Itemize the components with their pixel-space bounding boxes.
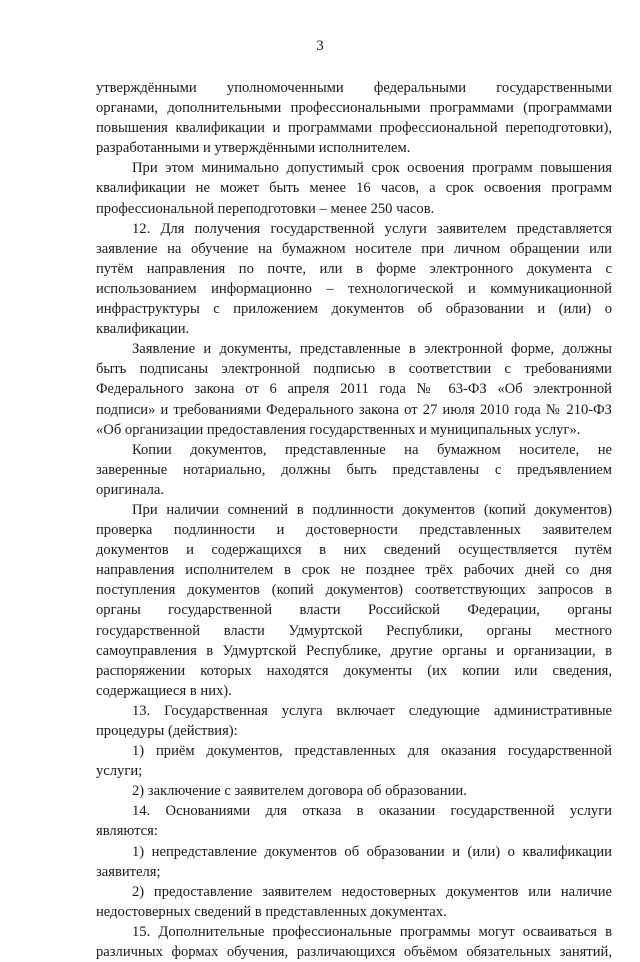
- text-line: самоуправления в Удмуртской Республике, другие органы и организации, в: [96, 642, 612, 659]
- text-line: распоряжении которых находятся документы (их копии или сведения,: [96, 662, 612, 679]
- text-line: оригинала.: [96, 481, 165, 498]
- text-line: документов и содержащихся в них сведений осуществляется путём: [96, 542, 612, 559]
- text-line: Федерального закона от 6 апреля 2011 года № 63-ФЗ «Об электронной: [96, 381, 612, 398]
- text-line: направления исполнителем в срок не позднее трёх рабочих дней со дня: [96, 562, 612, 579]
- text-line: 14. Основаниями для отказа в оказании государственной услуги: [132, 803, 612, 820]
- text-line: 1) непредставление документов об образовании и (или) о квалификации: [132, 843, 612, 860]
- text-line: органами, дополнительными профессиональными программами (программами: [96, 100, 612, 117]
- text-line: инфраструктуры с приложением документов об образовании и (или) о: [96, 301, 612, 318]
- text-line: квалификации.: [96, 321, 190, 338]
- text-line: недостоверных сведений в представленных документах.: [96, 903, 447, 920]
- text-line: При этом минимально допустимый срок освоения программ повышения: [132, 160, 612, 177]
- text-line: 12. Для получения государственной услуги заявителем представляется: [132, 220, 612, 237]
- text-line: заверенные нотариально, должны быть представлены с предъявлением: [96, 461, 612, 478]
- text-line: различных формах обучения, различающихся объёмом обязательных занятий,: [96, 944, 612, 961]
- text-line: процедуры (действия):: [96, 723, 238, 739]
- text-line: При наличии сомнений в подлинности документов (копий документов): [132, 501, 612, 518]
- text-line: проверка подлинности и достоверности представленных заявителем: [96, 522, 612, 539]
- text-line: 2) предоставление заявителем недостоверных документов или наличие: [132, 883, 612, 900]
- text-line: быть подписаны электронной подписью в соответствии с требованиями: [96, 361, 612, 378]
- text-line: являются:: [96, 823, 158, 840]
- text-line: 1) приём документов, представленных для оказания государственной: [132, 743, 612, 760]
- text-line: государственной власти Удмуртской Республики, органы местного: [96, 622, 612, 639]
- text-line: квалификации не может быть менее 16 часов, а срок освоения программ: [96, 180, 612, 197]
- text-line: услуги;: [96, 763, 143, 780]
- text-line: «Об организации предоставления государственных и муниципальных услуг».: [96, 421, 581, 438]
- text-line: 15. Дополнительные профессиональные программы могут осваиваться в: [132, 923, 612, 940]
- text-line: поступления документов (копий документов) соответствующих запросов в: [96, 582, 612, 599]
- text-line: содержащиеся в них).: [96, 682, 232, 699]
- document-body: [96, 78, 612, 962]
- text-line: повышения квалификации и программами профессиональной переподготовки),: [96, 120, 612, 137]
- text-line: органы государственной власти Российской Федерации, органы: [96, 602, 612, 619]
- text-line: 13. Государственная услуга включает следующие административные: [132, 702, 612, 719]
- text-line: заявление на обучение на бумажном носителе при личном обращении или: [96, 240, 612, 257]
- text-line: подписи» и требованиями Федерального закона от 27 июля 2010 года № 210-ФЗ: [96, 401, 612, 418]
- text-line: разработанными и утверждёнными исполнителем.: [96, 140, 411, 157]
- text-line: утверждёнными уполномоченными федеральными государственными: [96, 80, 612, 96]
- text-line: использованием информационно – технологической и коммуникационной: [96, 280, 612, 297]
- text-line: Копии документов, представленные на бумажном носителе, не: [132, 441, 612, 458]
- text-line: путём направления по почте, или в форме электронного документа с: [96, 260, 612, 277]
- text-line: профессиональной переподготовки – менее 250 часов.: [96, 200, 435, 217]
- text-line: заявителя;: [96, 863, 161, 880]
- page-number: 3: [316, 38, 324, 54]
- text-line: Заявление и документы, представленные в электронной форме, должны: [132, 341, 612, 358]
- text-line: 2) заключение с заявителем договора об образовании.: [132, 783, 467, 800]
